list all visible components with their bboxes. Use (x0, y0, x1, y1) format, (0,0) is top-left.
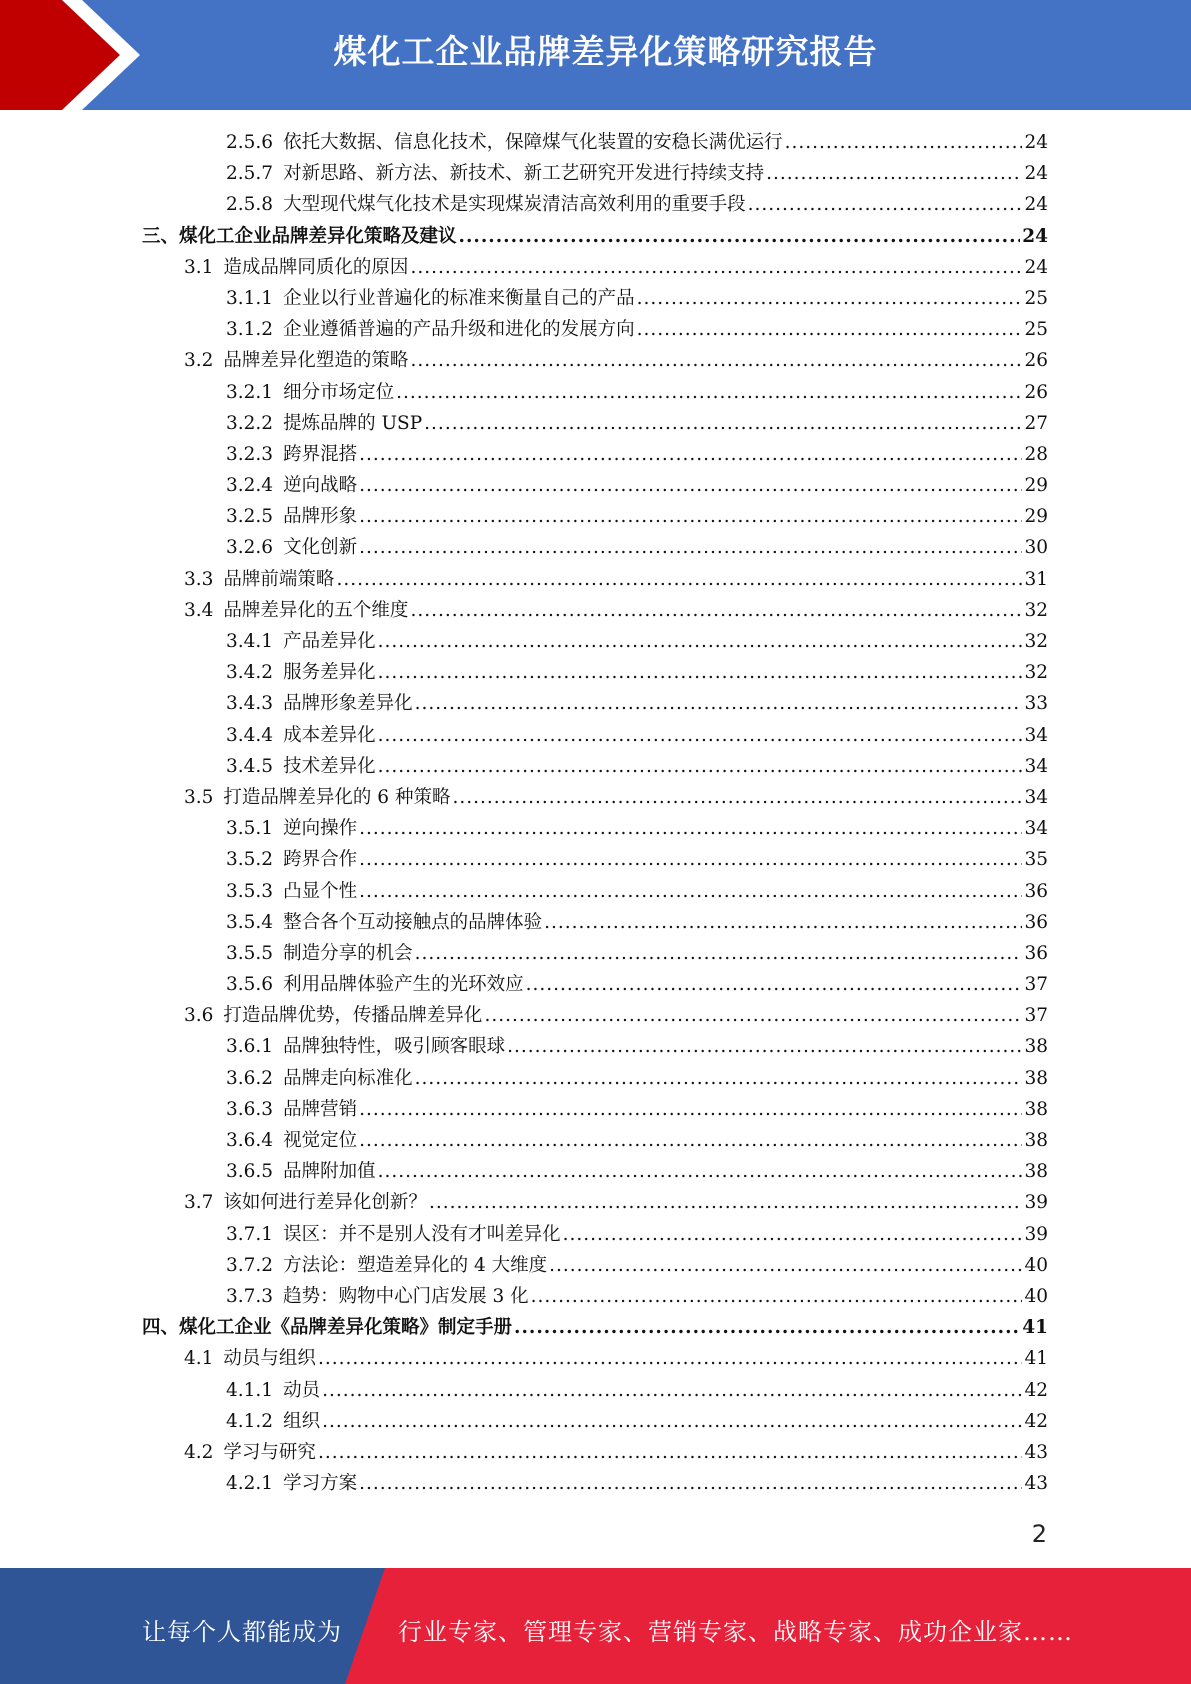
toc-dot-leader (378, 631, 1023, 652)
toc-entry-page: 43 (1024, 1441, 1048, 1463)
toc-dot-leader (359, 475, 1022, 496)
toc-entry-page: 42 (1024, 1410, 1048, 1432)
toc-entry-number: 4.1.1 (226, 1379, 274, 1401)
toc-entry[interactable] (142, 1251, 1048, 1282)
toc-entry-title: 品牌附加值 (283, 1161, 376, 1183)
toc-dot-leader (484, 1005, 1022, 1026)
toc-dot-leader (378, 725, 1023, 746)
toc-entry-number: 3.4.4 (226, 724, 274, 746)
toc-entry-page: 26 (1024, 350, 1048, 372)
toc-entry-page: 30 (1024, 537, 1048, 559)
toc-entry[interactable] (142, 346, 1048, 377)
toc-entry[interactable] (142, 190, 1048, 221)
toc-entry-page: 38 (1024, 1130, 1048, 1151)
toc-entry-number: 3.7.2 (226, 1254, 274, 1276)
page-header (0, 0, 1191, 110)
toc-entry-title: 对新思路、新方法、新技术、新工艺研究开发进行持续支持 (283, 163, 765, 185)
toc-entry-page: 32 (1024, 662, 1048, 684)
toc-entry-page: 36 (1024, 911, 1048, 933)
toc-dot-leader (359, 1099, 1022, 1120)
toc-entry[interactable] (142, 128, 1048, 159)
toc-entry-page: 25 (1024, 319, 1048, 341)
toc-entry-number: 3.5.6 (226, 974, 274, 996)
toc-entry-page: 29 (1024, 506, 1048, 528)
toc-dot-leader (410, 350, 1022, 371)
toc-entry-title: 成本差异化 (283, 724, 376, 746)
toc-entry-title: 企业遵循普遍的产品升级和进化的发展方向 (283, 319, 635, 341)
toc-entry-number: 3.2.1 (226, 381, 274, 403)
toc-entry-page: 35 (1024, 849, 1048, 871)
toc-entry[interactable] (142, 315, 1048, 346)
toc-entry-number: 3.7 (184, 1192, 214, 1214)
toc-entry-title: 企业以行业普遍化的标准来衡量自己的产品 (283, 287, 635, 309)
toc-entry-number: 3.6.3 (226, 1098, 274, 1120)
toc-entry[interactable] (142, 159, 1048, 190)
toc-entry-number: 4.1 (184, 1348, 214, 1370)
toc-entry-title: 品牌形象 (283, 506, 358, 528)
toc-entry-page: 40 (1024, 1254, 1048, 1276)
toc-entry-number: 2.5.6 (226, 132, 274, 153)
toc-entry-page: 38 (1024, 1036, 1048, 1058)
toc-entry-title: 打造品牌优势，传播品牌差异化 (223, 1005, 483, 1027)
toc-entry[interactable] (142, 440, 1048, 471)
toc-entry-number: 3.5.3 (226, 880, 274, 902)
toc-entry-title: 动员与组织 (223, 1348, 316, 1370)
toc-entry[interactable] (142, 533, 1048, 564)
footer-slogan-right: 行业专家、管理专家、营销专家、战略专家、成功企业家…… (398, 1618, 1073, 1646)
toc-entry-page: 34 (1024, 818, 1048, 840)
toc-entry-title: 三、煤化工企业品牌差异化策略及建议 (142, 225, 457, 247)
toc-entry-number: 3.1.2 (226, 319, 274, 341)
toc-dot-leader (424, 413, 1022, 434)
toc-dot-leader (359, 849, 1022, 870)
toc-dot-leader (459, 226, 1021, 247)
toc-dot-leader (526, 974, 1023, 995)
toc-entry-number: 3.5.5 (226, 942, 274, 964)
toc-entry[interactable] (142, 1188, 1048, 1219)
toc-entry[interactable] (142, 1438, 1048, 1469)
toc-entry-number: 4.1.2 (226, 1410, 274, 1432)
toc-dot-leader (748, 194, 1023, 215)
toc-entry-page: 38 (1024, 1161, 1048, 1183)
toc-entry-number: 3.3 (184, 568, 214, 590)
toc-entry-number: 3.6.1 (226, 1036, 274, 1058)
toc-dot-leader (766, 163, 1022, 184)
page-number: 2 (1031, 1520, 1047, 1548)
toc-entry-page: 28 (1024, 443, 1048, 465)
toc-entry-title: 打造品牌差异化的 6 种策略 (223, 786, 451, 808)
toc-entry-page: 41 (1022, 1317, 1048, 1339)
toc-entry[interactable] (142, 284, 1048, 315)
toc-dot-leader (318, 1348, 1023, 1369)
toc-dot-leader (336, 569, 1022, 590)
toc-entry-number: 3.4.3 (226, 693, 274, 715)
toc-entry-number: 3.2.2 (226, 412, 274, 434)
toc-entry-title: 品牌前端策略 (223, 568, 335, 590)
toc-entry-title: 四、煤化工企业《品牌差异化策略》制定手册 (142, 1317, 513, 1339)
toc-entry-page: 32 (1024, 631, 1048, 652)
toc-entry-title: 大型现代煤气化技术是实现煤炭清洁高效利用的重要手段 (283, 194, 746, 216)
toc-entry[interactable] (142, 253, 1048, 284)
toc-entry-title: 依托大数据、信息化技术，保障煤气化装置的安稳长满优运行 (283, 132, 783, 153)
toc-entry-title: 跨界合作 (283, 849, 358, 871)
toc-entry[interactable] (142, 1157, 1048, 1188)
toc-entry-page: 38 (1024, 1067, 1048, 1089)
toc-entry-title: 动员 (283, 1379, 321, 1401)
toc-entry-page: 43 (1024, 1473, 1048, 1495)
toc-dot-leader (410, 600, 1022, 621)
toc-entry-number: 4.2.1 (226, 1473, 274, 1495)
toc-dot-leader (322, 1380, 1022, 1401)
toc-entry[interactable] (142, 939, 1048, 970)
document-title: 煤化工企业品牌差异化策略研究报告 (333, 32, 878, 71)
toc-entry-page: 42 (1024, 1379, 1048, 1401)
toc-entry-title: 组织 (283, 1410, 321, 1432)
toc-entry[interactable] (142, 1126, 1048, 1157)
toc-dot-leader (322, 1411, 1022, 1432)
toc-entry[interactable] (142, 845, 1048, 876)
toc-entry-title: 学习与研究 (223, 1441, 316, 1463)
toc-entry-number: 3.5.4 (226, 911, 274, 933)
toc-entry-number: 3.2 (184, 350, 214, 372)
page-footer (0, 1568, 1191, 1684)
toc-entry-number: 4.2 (184, 1441, 214, 1463)
toc-entry-title: 逆向操作 (283, 818, 358, 840)
toc-entry-number: 3.2.4 (226, 475, 274, 497)
toc-dot-leader (359, 506, 1022, 527)
toc-entry[interactable] (142, 502, 1048, 533)
toc-entry[interactable] (142, 1095, 1048, 1126)
toc-entry-number: 3.4.2 (226, 662, 274, 684)
toc-entry[interactable] (142, 1407, 1048, 1438)
toc-entry[interactable] (142, 378, 1048, 409)
toc-entry-number: 3.5.1 (226, 818, 274, 840)
toc-dot-leader (514, 1317, 1020, 1338)
toc-entry-title: 凸显个性 (283, 880, 358, 902)
toc-dot-leader (396, 382, 1022, 403)
table-of-contents (142, 128, 1048, 1500)
toc-dot-leader (637, 319, 1023, 340)
toc-entry-number: 3.1 (184, 256, 214, 278)
toc-entry-page: 34 (1024, 755, 1048, 777)
toc-entry[interactable] (142, 721, 1048, 752)
toc-dot-leader (785, 132, 1023, 153)
toc-entry-page: 24 (1024, 163, 1048, 185)
toc-dot-leader (359, 881, 1022, 902)
toc-entry[interactable] (142, 877, 1048, 908)
toc-entry-number: 3.5.2 (226, 849, 274, 871)
toc-entry[interactable] (142, 1032, 1048, 1063)
toc-entry-title: 整合各个互动接触点的品牌体验 (283, 911, 543, 933)
toc-dot-leader (359, 1473, 1022, 1494)
toc-entry[interactable] (142, 1064, 1048, 1095)
toc-entry-title: 品牌差异化的五个维度 (223, 599, 409, 621)
toc-dot-leader (378, 756, 1023, 777)
toc-entry[interactable] (142, 752, 1048, 783)
toc-entry-page: 25 (1024, 287, 1048, 309)
toc-entry-number: 3.4 (184, 599, 214, 621)
footer-slogan-left: 让每个人都能成为 (142, 1618, 342, 1646)
toc-dot-leader (359, 444, 1022, 465)
toc-entry[interactable] (142, 1220, 1048, 1251)
toc-entry-number: 3.2.6 (226, 537, 274, 559)
toc-dot-leader (359, 1130, 1022, 1151)
toc-entry[interactable] (142, 1376, 1048, 1407)
toc-entry-number: 3.6.5 (226, 1161, 274, 1183)
toc-entry-title: 趋势：购物中心门店发展 3 化 (283, 1285, 529, 1307)
toc-dot-leader (415, 693, 1023, 714)
toc-entry-title: 细分市场定位 (283, 381, 395, 403)
toc-entry-title: 品牌独特性，吸引顾客眼球 (283, 1036, 506, 1058)
toc-entry-page: 40 (1024, 1285, 1048, 1307)
toc-dot-leader (415, 1068, 1023, 1089)
toc-entry-page: 24 (1024, 132, 1048, 153)
toc-dot-leader (415, 943, 1023, 964)
toc-entry-title: 品牌走向标准化 (283, 1067, 413, 1089)
toc-entry-page: 36 (1024, 880, 1048, 902)
toc-dot-leader (378, 1161, 1023, 1182)
toc-entry-title: 造成品牌同质化的原因 (223, 256, 409, 278)
toc-entry[interactable] (142, 627, 1048, 658)
toc-entry-title: 提炼品牌的 USP (283, 412, 423, 434)
toc-entry-number: 3.5 (184, 786, 214, 808)
toc-entry-page: 41 (1024, 1348, 1048, 1370)
toc-entry-number: 2.5.7 (226, 163, 274, 185)
toc-entry-page: 29 (1024, 475, 1048, 497)
toc-entry-title: 逆向战略 (283, 475, 358, 497)
toc-entry[interactable] (142, 1282, 1048, 1313)
toc-entry-number: 3.2.3 (226, 443, 274, 465)
toc-entry-title: 品牌形象差异化 (283, 693, 413, 715)
toc-entry[interactable] (142, 783, 1048, 814)
toc-entry-title: 品牌差异化塑造的策略 (223, 350, 409, 372)
toc-dot-leader (429, 1192, 1023, 1213)
toc-entry-page: 26 (1024, 381, 1048, 403)
toc-entry-number: 3.4.5 (226, 755, 274, 777)
toc-entry-page: 38 (1024, 1098, 1048, 1120)
toc-entry-title: 视觉定位 (283, 1130, 358, 1151)
toc-entry[interactable] (142, 471, 1048, 502)
toc-entry-title: 学习方案 (283, 1473, 358, 1495)
toc-entry[interactable] (142, 1469, 1048, 1500)
toc-entry[interactable] (142, 409, 1048, 440)
toc-entry-page: 37 (1024, 974, 1048, 996)
toc-entry-title: 产品差异化 (283, 631, 376, 652)
toc-dot-leader (531, 1286, 1023, 1307)
toc-dot-leader (549, 1255, 1022, 1276)
toc-entry-page: 34 (1024, 786, 1048, 808)
toc-entry-number: 3.1.1 (226, 287, 274, 309)
toc-entry[interactable] (142, 970, 1048, 1001)
toc-entry-title: 该如何进行差异化创新？ (223, 1192, 427, 1214)
toc-entry-title: 文化创新 (283, 537, 358, 559)
toc-entry-title: 制造分享的机会 (283, 942, 413, 964)
toc-entry-page: 36 (1024, 942, 1048, 964)
toc-dot-leader (637, 288, 1023, 309)
toc-entry[interactable] (142, 658, 1048, 689)
toc-entry-number: 3.7.1 (226, 1223, 274, 1245)
toc-entry[interactable] (142, 1001, 1048, 1032)
toc-entry-number: 3.4.1 (226, 631, 274, 652)
toc-entry-title: 技术差异化 (283, 755, 376, 777)
toc-entry[interactable] (142, 565, 1048, 596)
toc-entry[interactable] (142, 689, 1048, 720)
toc-dot-leader (452, 787, 1022, 808)
toc-entry-page: 24 (1024, 194, 1048, 216)
toc-entry-page: 32 (1024, 599, 1048, 621)
toc-entry[interactable] (142, 908, 1048, 939)
toc-entry-title: 品牌营销 (283, 1098, 358, 1120)
toc-entry[interactable] (142, 596, 1048, 627)
toc-dot-leader (359, 537, 1022, 558)
toc-entry-page: 37 (1024, 1005, 1048, 1027)
toc-entry[interactable] (142, 1313, 1048, 1344)
toc-entry-page: 24 (1024, 256, 1048, 278)
toc-entry-page: 31 (1024, 568, 1048, 590)
toc-entry-number: 2.5.8 (226, 194, 274, 216)
toc-dot-leader (318, 1442, 1023, 1463)
toc-dot-leader (507, 1036, 1022, 1057)
toc-entry[interactable] (142, 222, 1048, 253)
toc-entry-page: 33 (1024, 693, 1048, 715)
toc-dot-leader (410, 257, 1022, 278)
toc-entry-page: 27 (1024, 412, 1048, 434)
toc-dot-leader (544, 912, 1022, 933)
toc-entry-title: 服务差异化 (283, 662, 376, 684)
toc-entry-number: 3.6.4 (226, 1130, 274, 1151)
toc-entry-title: 跨界混搭 (283, 443, 358, 465)
toc-entry-page: 24 (1022, 225, 1048, 247)
toc-entry-title: 误区：并不是别人没有才叫差异化 (283, 1223, 561, 1245)
toc-entry[interactable] (142, 814, 1048, 845)
toc-dot-leader (359, 818, 1022, 839)
toc-entry-number: 3.6 (184, 1005, 214, 1027)
toc-entry-title: 利用品牌体验产生的光环效应 (283, 974, 524, 996)
toc-entry-number: 3.7.3 (226, 1285, 274, 1307)
toc-dot-leader (563, 1224, 1023, 1245)
toc-entry-page: 39 (1024, 1223, 1048, 1245)
toc-entry-number: 3.6.2 (226, 1067, 274, 1089)
toc-entry-number: 3.2.5 (226, 506, 274, 528)
toc-entry-page: 39 (1024, 1192, 1048, 1214)
toc-dot-leader (378, 662, 1023, 683)
toc-entry-page: 34 (1024, 724, 1048, 746)
toc-entry-title: 方法论：塑造差异化的 4 大维度 (283, 1254, 548, 1276)
toc-entry[interactable] (142, 1344, 1048, 1375)
